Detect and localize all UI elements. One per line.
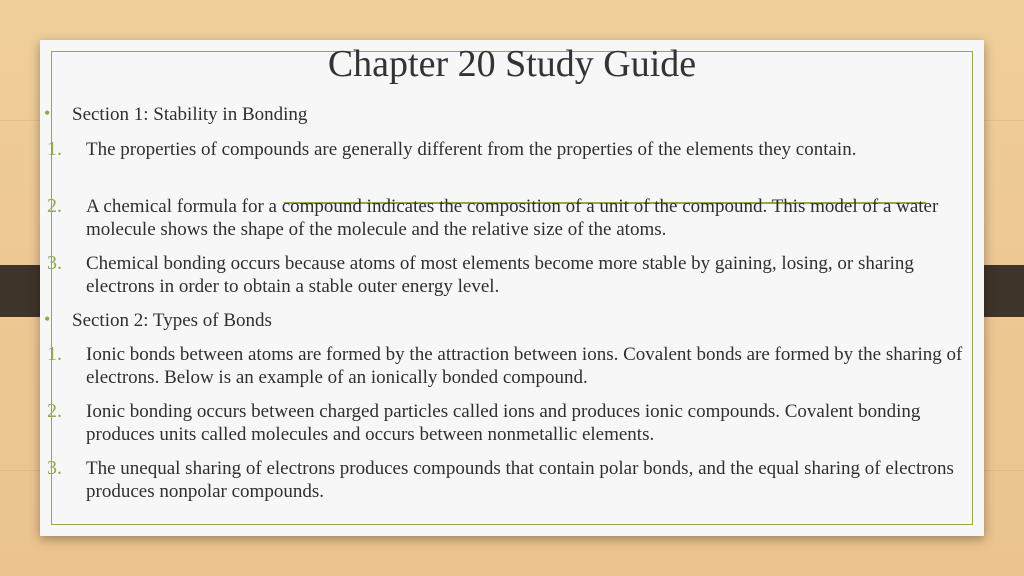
list-item-text: Ionic bonding occurs between charged particles called ions and produces ionic compounds. Covalent bonding produces units called molecules and occurs between nonmetallic elements. [86, 401, 921, 445]
side-band-left [0, 265, 42, 317]
list-item-text: The properties of compounds are generally different from the properties of the elements they contain. [86, 139, 857, 160]
list-number: 2. [47, 400, 62, 422]
list-item-text: The unequal sharing of electrons produces compounds that contain polar bonds, and the equal sharing of electrons produces nonpolar compounds. [86, 458, 954, 502]
section-heading: Section 1: Stability in Bonding [72, 104, 308, 125]
section-heading: Section 2: Types of Bonds [72, 310, 272, 331]
slide-title: Chapter 20 Study Guide [327, 43, 697, 85]
bullet-icon: • [44, 103, 51, 123]
list-number: 1. [47, 138, 62, 160]
list-number: 3. [47, 457, 62, 479]
list-number: 2. [47, 195, 62, 217]
list-number: 1. [47, 343, 62, 365]
list-item-text: Ionic bonds between atoms are formed by the attraction between ions. Covalent bonds are formed by the sharing of electrons. Below is an example of an ionically bonded compound. [86, 344, 963, 388]
list-item-text: Chemical bonding occurs because atoms of most elements become more stable by gaining, losing, or sharing electrons in order to obtain a stable outer energy level. [86, 253, 914, 297]
list-number: 3. [47, 252, 62, 274]
list-item-text: A chemical formula for a compound indicates the composition of a unit of the compound. This model of a water molecule shows the shape of the molecule and the relative size of the atoms. [86, 196, 939, 240]
bullet-icon: • [44, 309, 51, 329]
